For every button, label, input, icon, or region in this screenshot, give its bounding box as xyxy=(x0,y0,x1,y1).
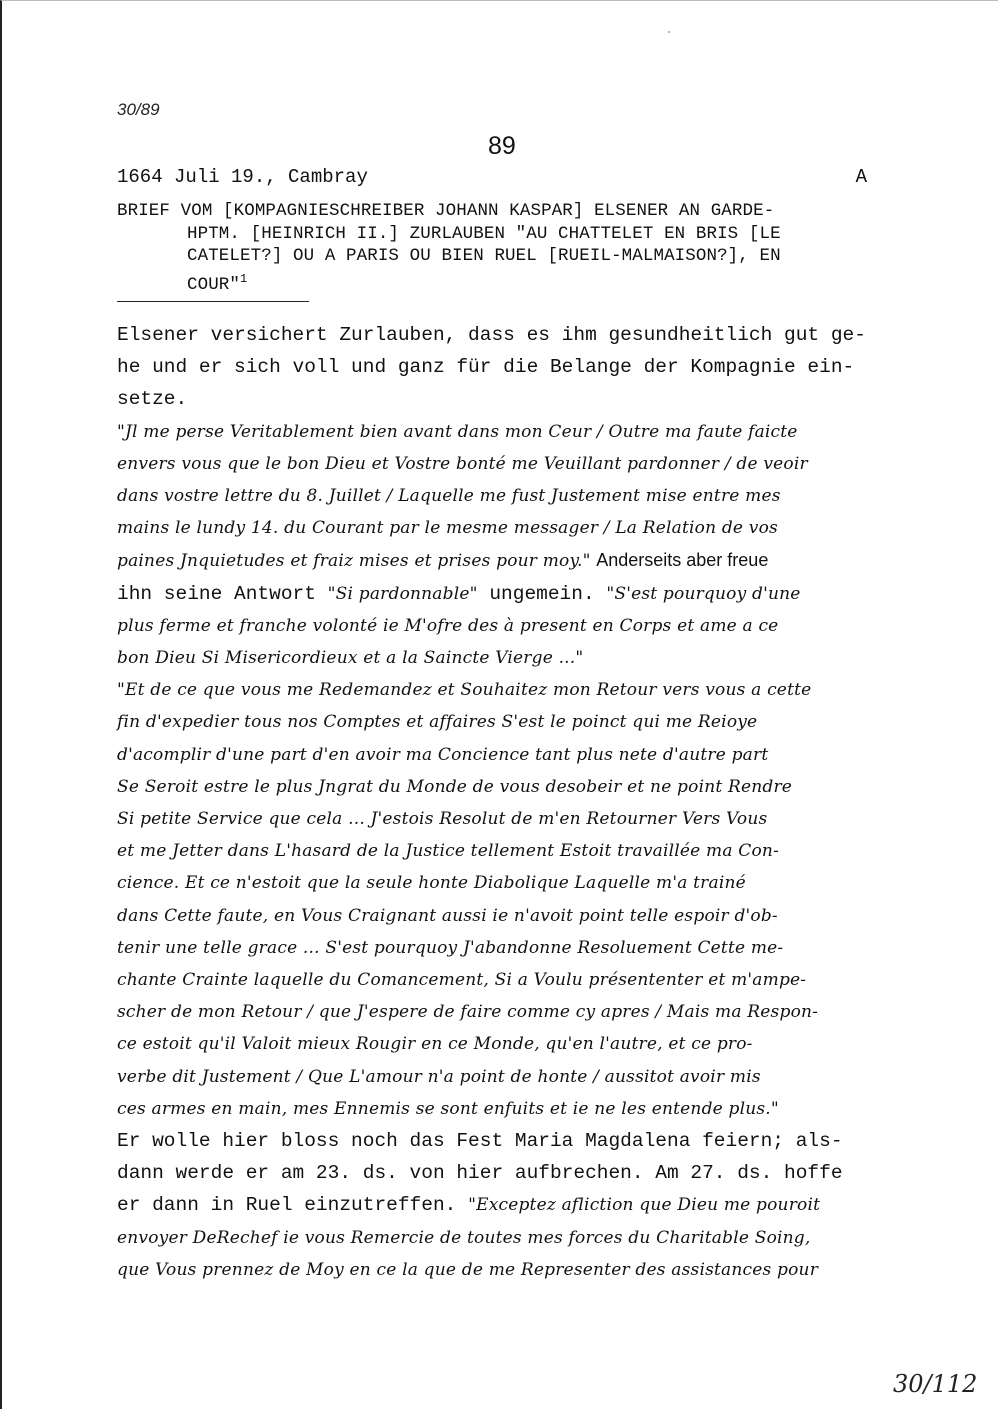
date-line xyxy=(117,166,867,188)
document-marker: A xyxy=(855,166,867,188)
quoted-text: ce estoit qu'il Valoit mieux Rougir en ce Monde, qu'en l'autre, et ce pro- xyxy=(117,1034,753,1055)
body-line xyxy=(117,448,892,480)
quoted-text: dans Cette faute, en Vous Craignant aussi ie n'avoit point telle espoir d'ob- xyxy=(117,905,778,926)
quoted-text: "Si pardonnable" xyxy=(327,583,478,604)
summary-text: Elsener versichert Zurlauben, dass es ihm gesundheitlich gut ge- xyxy=(117,324,866,346)
quoted-text: d'acomplir d'une part d'en avoir ma Concience tant plus nete d'autre part xyxy=(117,744,769,765)
heading-line: BRIEF VOM [KOMPAGNIESCHREIBER JOHANN KASPAR] ELSENER AN GARDE- xyxy=(117,201,775,221)
body-line xyxy=(117,1189,892,1221)
body-line xyxy=(117,512,892,544)
quoted-text: plus ferme et franche volonté ie M'ofre des à present en Corps et ame a ce xyxy=(117,615,779,636)
letter-body xyxy=(117,319,892,1286)
body-line xyxy=(117,900,892,932)
footnote-mark: 1 xyxy=(240,271,248,286)
quoted-text: chante Crainte laquelle du Comancement, Si a Voulu présententer et m'ampe- xyxy=(117,970,807,991)
quoted-text: dans vostre lettre du 8. Juillet / Laquelle me fust Justement mise entre mes xyxy=(117,486,781,507)
quoted-text: Se Seroit estre le plus Jngrat du Monde de vous desobeir et ne point Rendre xyxy=(117,776,793,797)
body-line xyxy=(117,480,892,512)
body-line xyxy=(117,771,892,803)
quoted-text: "Jl me perse Veritablement bien avant dans mon Ceur / Outre ma faute faicte xyxy=(117,421,798,442)
summary-text: dann werde er am 23. ds. von hier aufbrechen. Am 27. ds. hoffe xyxy=(117,1162,843,1185)
date-place: 1664 Juli 19., Cambray xyxy=(117,166,368,188)
heading-rule xyxy=(117,301,309,302)
heading-line xyxy=(117,268,877,297)
quoted-text: tenir une telle grace ... S'est pourquoy J'abandonne Resoluement Cette me- xyxy=(117,937,784,958)
letter-heading xyxy=(117,200,877,296)
body-line xyxy=(117,416,892,448)
quoted-text: envers vous que le bon Dieu et Vostre bonté me Veuillant pardonner / de veoir xyxy=(117,453,808,474)
quoted-text: scher de mon Retour / que J'espere de faire comme cy apres / Mais ma Respon- xyxy=(117,1002,819,1023)
quoted-text: mains le lundy 14. du Courant par le mesme messager / La Relation de vos xyxy=(117,518,778,539)
body-line xyxy=(117,319,892,351)
body-line xyxy=(117,351,892,383)
quoted-text: ces armes en main, mes Ennemis se sont enfuits et ie ne les entende plus." xyxy=(117,1098,779,1119)
body-line xyxy=(117,544,892,577)
body-line xyxy=(117,1157,892,1189)
body-line xyxy=(117,610,892,642)
body-line xyxy=(117,1061,892,1093)
quoted-text: et me Jetter dans L'hasard de la Justice tellement Estoit travaillée ma Con- xyxy=(117,841,780,862)
body-line xyxy=(117,739,892,771)
quoted-text: "S'est pourquoy d'une xyxy=(606,583,801,604)
heading-last-text: COUR" xyxy=(187,274,241,295)
body-line xyxy=(117,964,892,996)
archive-reference-bottom: 30/112 xyxy=(893,1370,978,1398)
archive-reference-top: 30/89 xyxy=(117,100,160,119)
body-line xyxy=(117,706,892,738)
body-line xyxy=(117,996,892,1028)
body-line xyxy=(117,932,892,964)
body-line xyxy=(117,1254,892,1286)
quoted-text: verbe dit Justement / Que L'amour n'a point de honte / aussitot avoir mis xyxy=(117,1066,761,1087)
summary-text: er dann in Ruel einzutreffen. xyxy=(117,1194,469,1217)
quoted-text: cience. Et ce n'estoit que la seule honte Diabolique Laquelle m'a trainé xyxy=(117,873,746,894)
quoted-text: que Vous prennez de Moy en ce la que de me Representer des assistances pour xyxy=(117,1259,819,1280)
body-line xyxy=(117,383,892,415)
heading-line: HPTM. [HEINRICH II.] ZURLAUBEN "AU CHATTELET EN BRIS [LE xyxy=(187,223,781,244)
body-line xyxy=(117,578,892,610)
body-line xyxy=(117,1222,892,1254)
body-line xyxy=(117,674,892,706)
summary-text: ungemein. xyxy=(477,582,607,605)
quoted-text: envoyer DeRechef ie vous Remercie de toutes mes forces du Charitable Soing, xyxy=(117,1227,811,1248)
summary-text: he und er sich voll und ganz für die Belange der Kompagnie ein- xyxy=(117,356,855,379)
heading-line: CATELET?] OU A PARIS OU BIEN RUEL [RUEIL-MALMAISON?], EN xyxy=(187,246,781,266)
summary-text: ihn seine Antwort xyxy=(117,582,328,605)
body-line xyxy=(117,867,892,899)
body-line xyxy=(117,803,892,835)
quoted-text: paines Jnquietudes et fraiz mises et prises pour moy." xyxy=(117,551,597,572)
quoted-text: Si petite Service que cela ... J'estois Resolut de m'en Retourner Vers Vous xyxy=(117,809,768,830)
summary-text: setze. xyxy=(117,388,188,411)
body-line xyxy=(117,1125,892,1157)
scan-speck xyxy=(668,31,670,33)
body-line xyxy=(117,1028,892,1060)
summary-text: Er wolle hier bloss noch das Fest Maria Magdalena feiern; als- xyxy=(117,1130,843,1153)
page-number: 89 xyxy=(488,132,516,160)
quoted-text: "Exceptez afliction que Dieu me pouroit xyxy=(468,1195,821,1216)
body-line xyxy=(117,642,892,674)
body-line xyxy=(117,1093,892,1125)
body-line xyxy=(117,835,892,867)
quoted-text: bon Dieu Si Misericordieux et a la Saincte Vierge ..." xyxy=(117,648,584,669)
quoted-text: "Et de ce que vous me Redemandez et Souhaitez mon Retour vers vous a cette xyxy=(117,680,812,701)
quoted-text: fin d'expedier tous nos Comptes et affaires S'est le poinct qui me Reioye xyxy=(117,712,758,733)
annotated-text: Anderseits aber freue xyxy=(596,550,769,571)
